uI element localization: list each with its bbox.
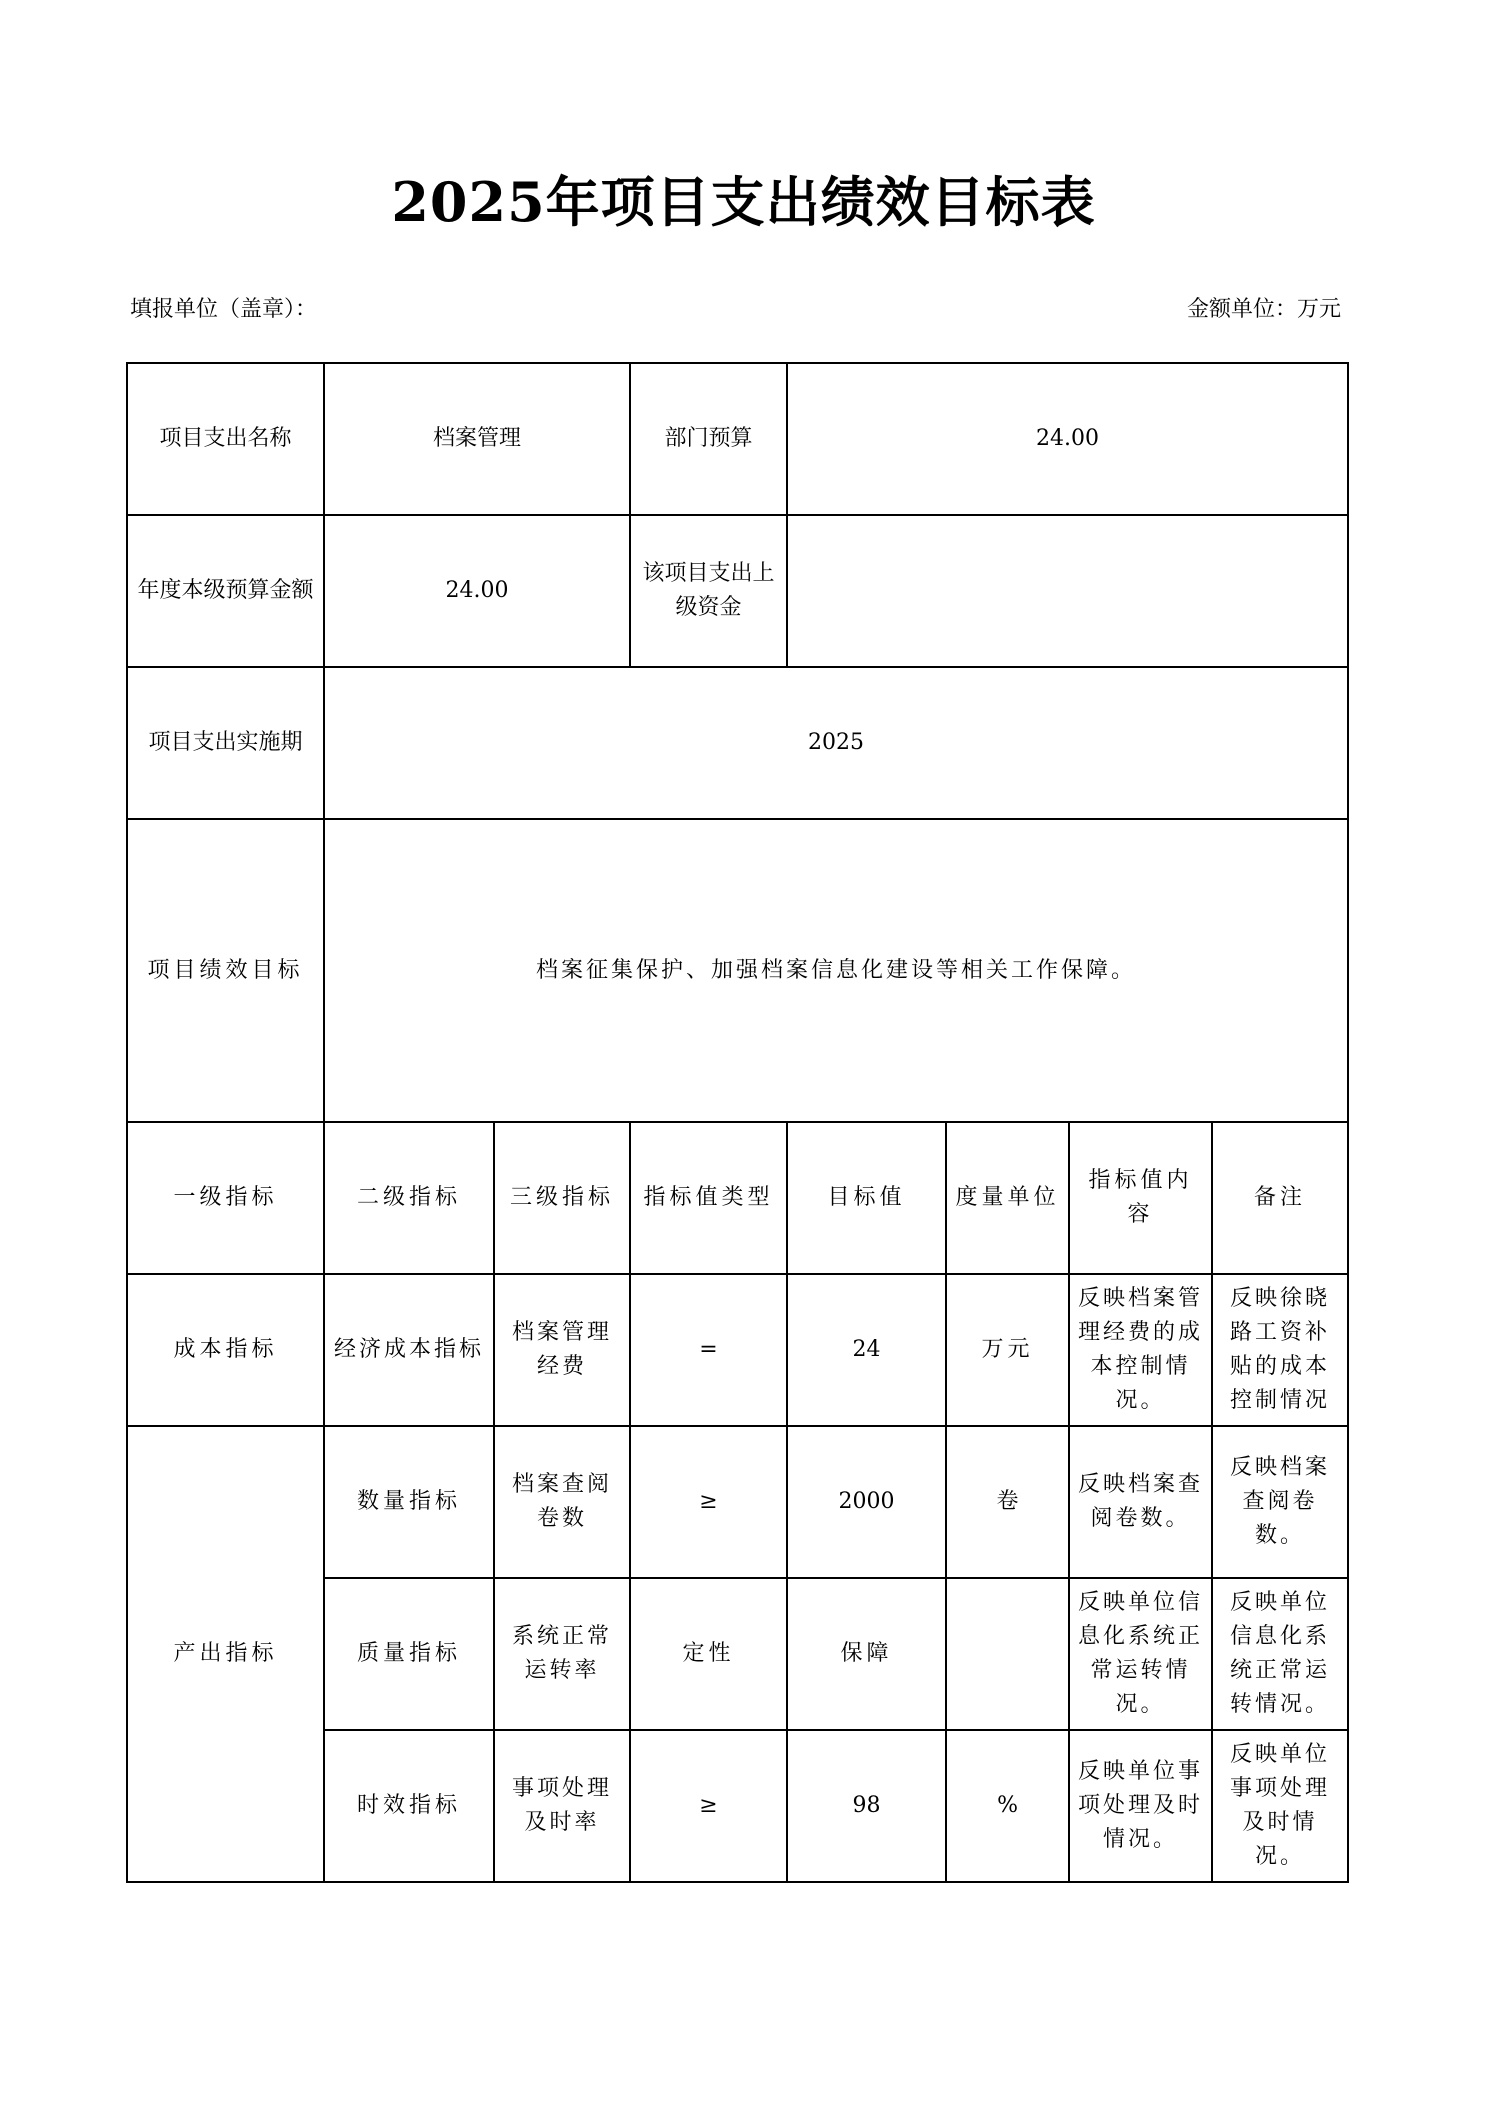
table-row [127, 1274, 1348, 1426]
period-row [127, 667, 1348, 819]
header-level1: 一级指标 [127, 1122, 324, 1274]
content-cell: 反映档案管理经费的成本控制情况。 [1069, 1274, 1212, 1426]
target-cell: 98 [787, 1730, 946, 1882]
header-unit: 度量单位 [946, 1122, 1069, 1274]
level2-cell: 数量指标 [324, 1426, 494, 1578]
level1-cell: 成本指标 [127, 1274, 324, 1426]
annual-budget-value: 24.00 [324, 515, 630, 667]
header-content: 指标值内容 [1069, 1122, 1212, 1274]
level2-cell: 经济成本指标 [324, 1274, 494, 1426]
annual-budget-label: 年度本级预算金额 [127, 515, 324, 667]
level3-cell: 事项处理及时率 [494, 1730, 630, 1882]
dept-budget-label: 部门预算 [630, 363, 787, 515]
unit-cell: 万元 [946, 1274, 1069, 1426]
fill-unit-label: 填报单位（盖章）： [130, 297, 318, 322]
unit-cell [946, 1578, 1069, 1730]
header-type: 指标值类型 [630, 1122, 787, 1274]
level3-cell: 档案查阅卷数 [494, 1426, 630, 1578]
unit-cell: % [946, 1730, 1069, 1882]
annual-budget-row [127, 515, 1348, 667]
project-name-row [127, 363, 1348, 515]
header-target: 目标值 [787, 1122, 946, 1274]
content-cell: 反映单位事项处理及时情况。 [1069, 1730, 1212, 1882]
header-remark: 备注 [1212, 1122, 1348, 1274]
target-cell: 24 [787, 1274, 946, 1426]
performance-target-table [126, 362, 1349, 1883]
content-cell: 反映单位信息化系统正常运转情况。 [1069, 1578, 1212, 1730]
goal-value: 档案征集保护、加强档案信息化建设等相关工作保障。 [324, 819, 1348, 1122]
goal-row [127, 819, 1348, 1122]
header-level3: 三级指标 [494, 1122, 630, 1274]
page-title: 2025年项目支出绩效目标表 [391, 170, 1096, 234]
superior-funds-label: 该项目支出上级资金 [630, 515, 787, 667]
target-cell: 保障 [787, 1578, 946, 1730]
dept-budget-value: 24.00 [787, 363, 1348, 515]
table-row [127, 1426, 1348, 1578]
remark-cell: 反映单位信息化系统正常运转情况。 [1212, 1578, 1348, 1730]
remark-cell: 反映单位事项处理及时情况。 [1212, 1730, 1348, 1882]
project-name-value: 档案管理 [324, 363, 630, 515]
target-cell: 2000 [787, 1426, 946, 1578]
level2-cell: 质量指标 [324, 1578, 494, 1730]
content-cell: 反映档案查阅卷数。 [1069, 1426, 1212, 1578]
remark-cell: 反映档案查阅卷数。 [1212, 1426, 1348, 1578]
type-cell: ≥ [630, 1426, 787, 1578]
remark-cell: 反映徐晓路工资补贴的成本控制情况 [1212, 1274, 1348, 1426]
type-cell: 定性 [630, 1578, 787, 1730]
header-level2: 二级指标 [324, 1122, 494, 1274]
type-cell: ≥ [630, 1730, 787, 1882]
period-value: 2025 [324, 667, 1348, 819]
level2-cell: 时效指标 [324, 1730, 494, 1882]
level3-cell: 系统正常运转率 [494, 1578, 630, 1730]
type-cell: = [630, 1274, 787, 1426]
amount-unit-label: 金额单位：万元 [1186, 297, 1341, 322]
level1-cell: 产出指标 [127, 1426, 324, 1882]
level3-cell: 档案管理经费 [494, 1274, 630, 1426]
goal-label: 项目绩效目标 [127, 819, 324, 1122]
period-label: 项目支出实施期 [127, 667, 324, 819]
unit-cell: 卷 [946, 1426, 1069, 1578]
header-row [127, 1122, 1348, 1274]
superior-funds-value [787, 515, 1348, 667]
project-name-label: 项目支出名称 [127, 363, 324, 515]
